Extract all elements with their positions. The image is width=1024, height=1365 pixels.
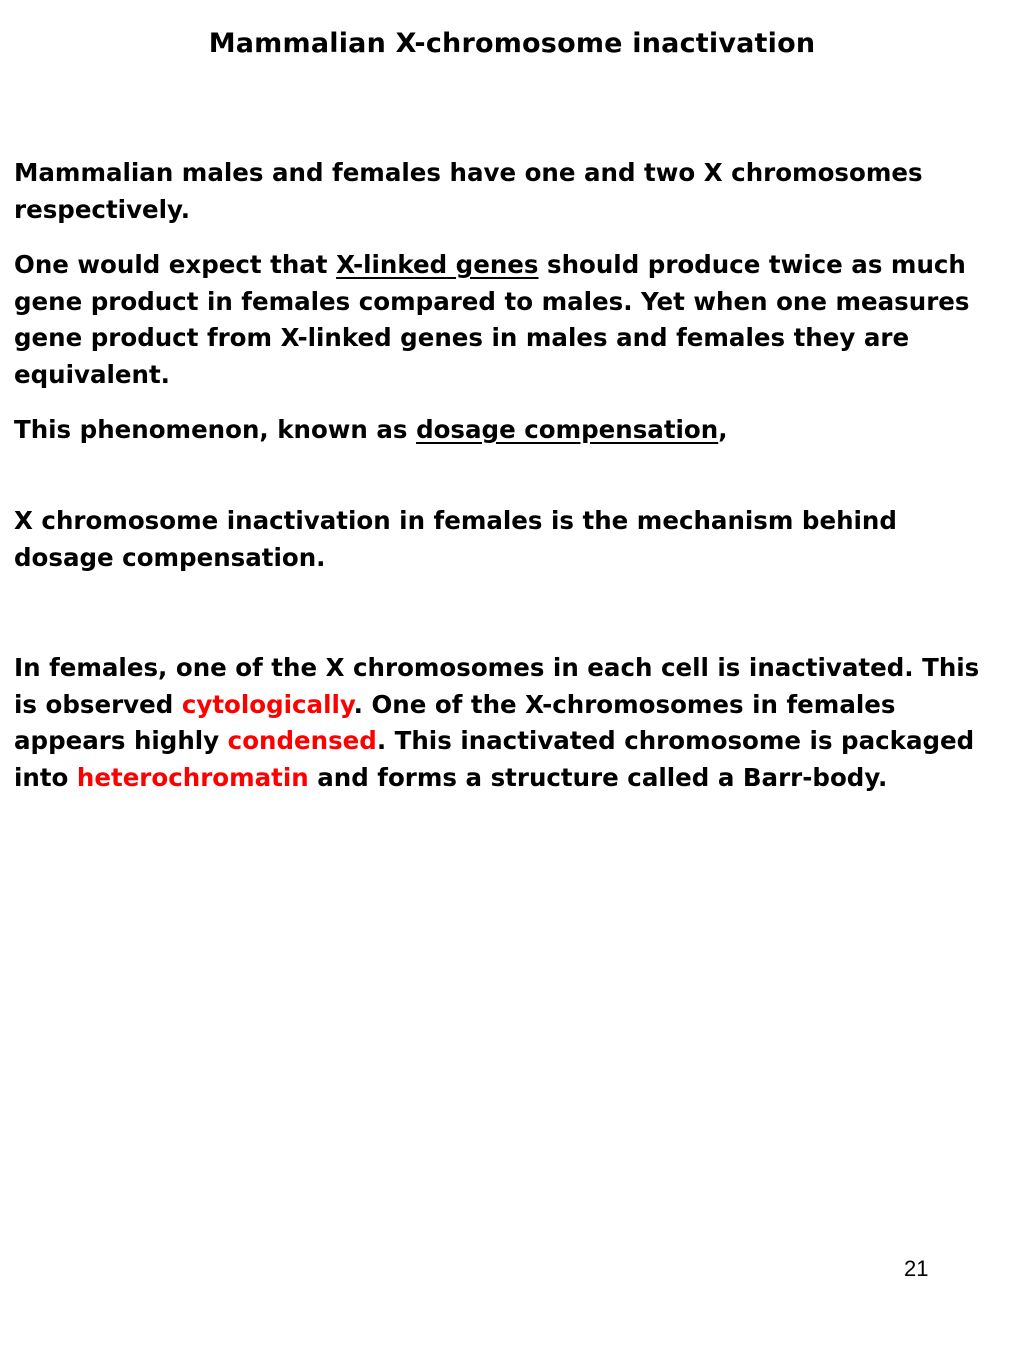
page-number: 21	[904, 1256, 929, 1281]
paragraph-text: In females, one of the X chromosomes in each cell is inactivated. This is observed	[14, 653, 980, 719]
paragraph-chromosome-count: Mammalian males and females have one and two X chromosomes respectively.	[14, 158, 923, 224]
term-cytologically: cytologically	[181, 689, 354, 719]
term-dosage-compensation: dosage compensation	[416, 415, 719, 444]
term-condensed: condensed	[227, 726, 377, 755]
paragraph-text: One would expect that	[14, 250, 337, 279]
page-title: Mammalian X-chromosome inactivation	[208, 28, 816, 59]
term-x-linked-genes: X-linked genes	[336, 250, 539, 279]
paragraph-phenomenon	[14, 412, 1004, 449]
paragraph-barr-body	[14, 650, 1004, 796]
paragraph-text: and forms a structure called a Barr-body.	[308, 762, 888, 792]
paragraph-text: . One of the X-chromosomes in females appears highly	[14, 689, 896, 755]
paragraph-text: This phenomenon, known as	[14, 415, 417, 444]
paragraph-expectation	[14, 247, 1004, 393]
term-heterochromatin: heterochromatin	[76, 762, 309, 792]
paragraph-text: ,	[718, 415, 728, 444]
paragraph-text: should produce twice as much gene product in females compared to males. Yet when one measures gene product from X-linked genes in males and females they are equivalent.	[14, 250, 970, 389]
paragraph-mechanism: X chromosome inactivation in females is the mechanism behind dosage compensation.	[14, 506, 897, 572]
paragraph-text: . This inactivated chromosome is packaged into	[14, 726, 975, 792]
